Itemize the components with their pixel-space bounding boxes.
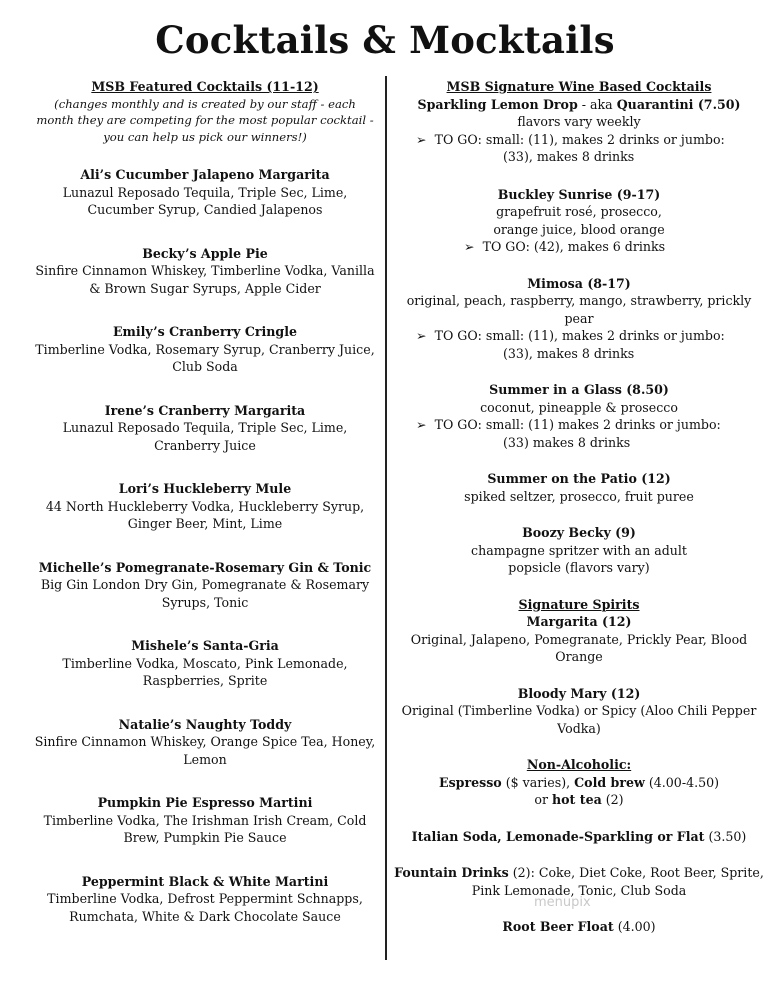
item-price: ($ varies), xyxy=(501,774,575,790)
menu-item xyxy=(30,166,380,219)
item-description: 44 North Huckleberry Vodka, Huckleberry Syrup, Ginger Beer, Mint, Lime xyxy=(45,498,365,531)
item-description: grapefruit rosé, prosecco, orange juice, blood orange xyxy=(493,204,665,237)
menu-item-root-beer-float xyxy=(394,918,764,936)
item-description: Big Gin London Dry Gin, Pomegranate & Rosemary Syrups, Tonic xyxy=(40,577,370,610)
menu-item-italian-soda xyxy=(394,828,764,846)
menu-item-fountain-drinks xyxy=(394,864,764,899)
menu-item-coffee-tea xyxy=(394,774,764,809)
menu-item-boozy-becky xyxy=(394,524,764,577)
item-price: (2) xyxy=(601,792,624,807)
menu-item-margarita xyxy=(394,613,764,666)
menu-item xyxy=(30,794,380,847)
item-description xyxy=(394,864,764,899)
item-description xyxy=(394,791,764,809)
item-description: Original (Timberline Vodka) or Spicy (Aloo Chili Pepper Vodka) xyxy=(401,703,757,736)
item-description: Timberline Vodka, Rosemary Syrup, Cranberry Juice, Club Soda xyxy=(35,341,375,374)
item-name: Michelle’s Pomegranate-Rosemary Gin & Tonic xyxy=(38,559,372,575)
item-name: Pumpkin Pie Espresso Martini xyxy=(97,795,313,810)
to-go-line xyxy=(394,238,764,256)
item-price: (4.00-4.50) xyxy=(644,774,720,790)
item-description: flavors vary weekly xyxy=(517,114,641,129)
arrow-bullet-icon: ➢ xyxy=(464,239,475,254)
menu-item xyxy=(30,402,380,455)
item-name: Becky’s Apple Pie xyxy=(142,245,268,261)
item-description: Timberline Vodka, Defrost Peppermint Schnapps, Rumchata, White & Dark Chocolate Sauce xyxy=(47,891,363,924)
featured-cocktails-header: MSB Featured Cocktails (11-12) xyxy=(91,79,319,94)
item-name: Emily’s Cranberry Cringle xyxy=(112,324,298,339)
menu-item-lemon-drop xyxy=(394,96,764,166)
arrow-bullet-icon: ➢ xyxy=(416,131,427,147)
item-description xyxy=(394,774,764,792)
item-description xyxy=(394,918,764,936)
to-go-text: (33) makes 8 drinks xyxy=(503,434,631,450)
signature-spirits-header: Signature Spirits xyxy=(518,596,640,612)
to-go-text: TO GO: small: (11), makes 2 drinks or jumbo: xyxy=(434,131,725,147)
item-description: coconut, pineapple & prosecco xyxy=(480,399,678,415)
menu-item xyxy=(30,480,380,533)
item-name xyxy=(394,96,764,114)
item-name: Summer on the Patio (12) xyxy=(487,471,671,486)
page-title: Cocktails & Mocktails xyxy=(155,18,615,62)
menu-item-bloody-mary xyxy=(394,685,764,738)
to-go-line xyxy=(394,416,764,451)
featured-cocktails-note: (changes monthly and is created by our staff - each month they are competing for the most popular cocktail - you can help us pick our winners!) xyxy=(36,96,374,144)
item-price: (4.00) xyxy=(613,919,656,934)
menu-item xyxy=(30,637,380,690)
item-text: or xyxy=(534,792,552,807)
item-name: Mishele’s Santa-Gria xyxy=(131,638,279,653)
menu-item xyxy=(30,559,380,612)
item-description: Original, Jalapeno, Pomegranate, Prickly Pear, Blood Orange xyxy=(410,631,748,664)
item-name: Root Beer Float xyxy=(502,919,614,934)
to-go-line xyxy=(394,327,764,362)
to-go-text: (33), makes 8 drinks xyxy=(503,149,635,164)
item-name: hot tea xyxy=(552,792,602,807)
item-description xyxy=(394,828,764,846)
watermark: menupix xyxy=(534,895,591,910)
item-description: Lunazul Reposado Tequila, Triple Sec, Lime, Cucumber Syrup, Candied Jalapenos xyxy=(62,184,348,217)
arrow-bullet-icon: ➢ xyxy=(416,328,427,343)
item-aka: - aka xyxy=(577,96,617,112)
item-name: Margarita (12) xyxy=(526,614,632,629)
to-go-line xyxy=(394,131,764,166)
menu-item xyxy=(30,873,380,926)
item-name: Irene’s Cranberry Margarita xyxy=(104,402,306,418)
to-go-text: TO GO: small: (11) makes 2 drinks or jumbo: xyxy=(434,417,721,432)
item-name: Espresso xyxy=(438,774,502,790)
arrow-bullet-icon: ➢ xyxy=(416,417,427,432)
to-go-text: (33), makes 8 drinks xyxy=(503,345,635,361)
item-name-part: Quarantini (7.50) xyxy=(616,96,741,112)
item-name: Natalie’s Naughty Toddy xyxy=(118,716,292,732)
to-go-text: TO GO: (42), makes 6 drinks xyxy=(482,239,666,254)
item-description: Timberline Vodka, Moscato, Pink Lemonade, Raspberries, Sprite xyxy=(62,655,348,688)
wine-cocktails-header: MSB Signature Wine Based Cocktails xyxy=(446,79,712,94)
item-name: Italian Soda, Lemonade-Sparkling or Flat xyxy=(411,828,705,844)
menu-item xyxy=(30,245,380,298)
item-details: (2): Coke, Diet Coke, Root Beer, Sprite, Pink Lemonade, Tonic, Club Soda xyxy=(471,865,764,898)
item-description: champagne spritzer with an adult popsicle (flavors vary) xyxy=(471,542,687,575)
menu-item xyxy=(30,323,380,376)
item-name: Peppermint Black & White Martini xyxy=(81,873,329,889)
item-name: Summer in a Glass (8.50) xyxy=(489,382,669,397)
menu-item-summer-glass xyxy=(394,381,764,451)
featured-cocktails-column xyxy=(30,78,380,925)
menu-item-summer-patio xyxy=(394,470,764,505)
item-name: Lori’s Huckleberry Mule xyxy=(118,481,292,496)
item-description: Sinfire Cinnamon Whiskey, Orange Spice Tea, Honey, Lemon xyxy=(34,734,376,767)
item-name: Ali’s Cucumber Jalapeno Margarita xyxy=(80,167,330,182)
menu-item-mimosa xyxy=(394,275,764,363)
item-description: spiked seltzer, prosecco, fruit puree xyxy=(464,488,694,504)
item-name: Fountain Drinks xyxy=(394,865,509,880)
signature-cocktails-column xyxy=(394,78,764,936)
item-name-part: Sparkling Lemon Drop xyxy=(417,96,578,112)
item-description: original, peach, raspberry, mango, strawberry, prickly pear xyxy=(406,293,752,326)
menu-item xyxy=(30,716,380,769)
item-description: Timberline Vodka, The Irishman Irish Cream, Cold Brew, Pumpkin Pie Sauce xyxy=(43,812,367,845)
column-divider xyxy=(385,76,387,960)
to-go-text: TO GO: small: (11), makes 2 drinks or jumbo: xyxy=(434,328,725,343)
item-price: (3.50) xyxy=(704,828,747,844)
menu-item-buckley-sunrise xyxy=(394,186,764,256)
item-description: Lunazul Reposado Tequila, Triple Sec, Lime, Cranberry Juice xyxy=(62,420,348,453)
item-name: Buckley Sunrise (9-17) xyxy=(497,186,661,202)
item-name: Bloody Mary (12) xyxy=(517,685,641,701)
item-name: Cold brew xyxy=(574,774,645,790)
non-alcoholic-header: Non-Alcoholic: xyxy=(526,757,632,772)
item-name: Boozy Becky (9) xyxy=(522,525,636,540)
item-name: Mimosa (8-17) xyxy=(527,275,631,291)
item-description: Sinfire Cinnamon Whiskey, Timberline Vodka, Vanilla & Brown Sugar Syrups, Apple Cider xyxy=(35,263,375,296)
